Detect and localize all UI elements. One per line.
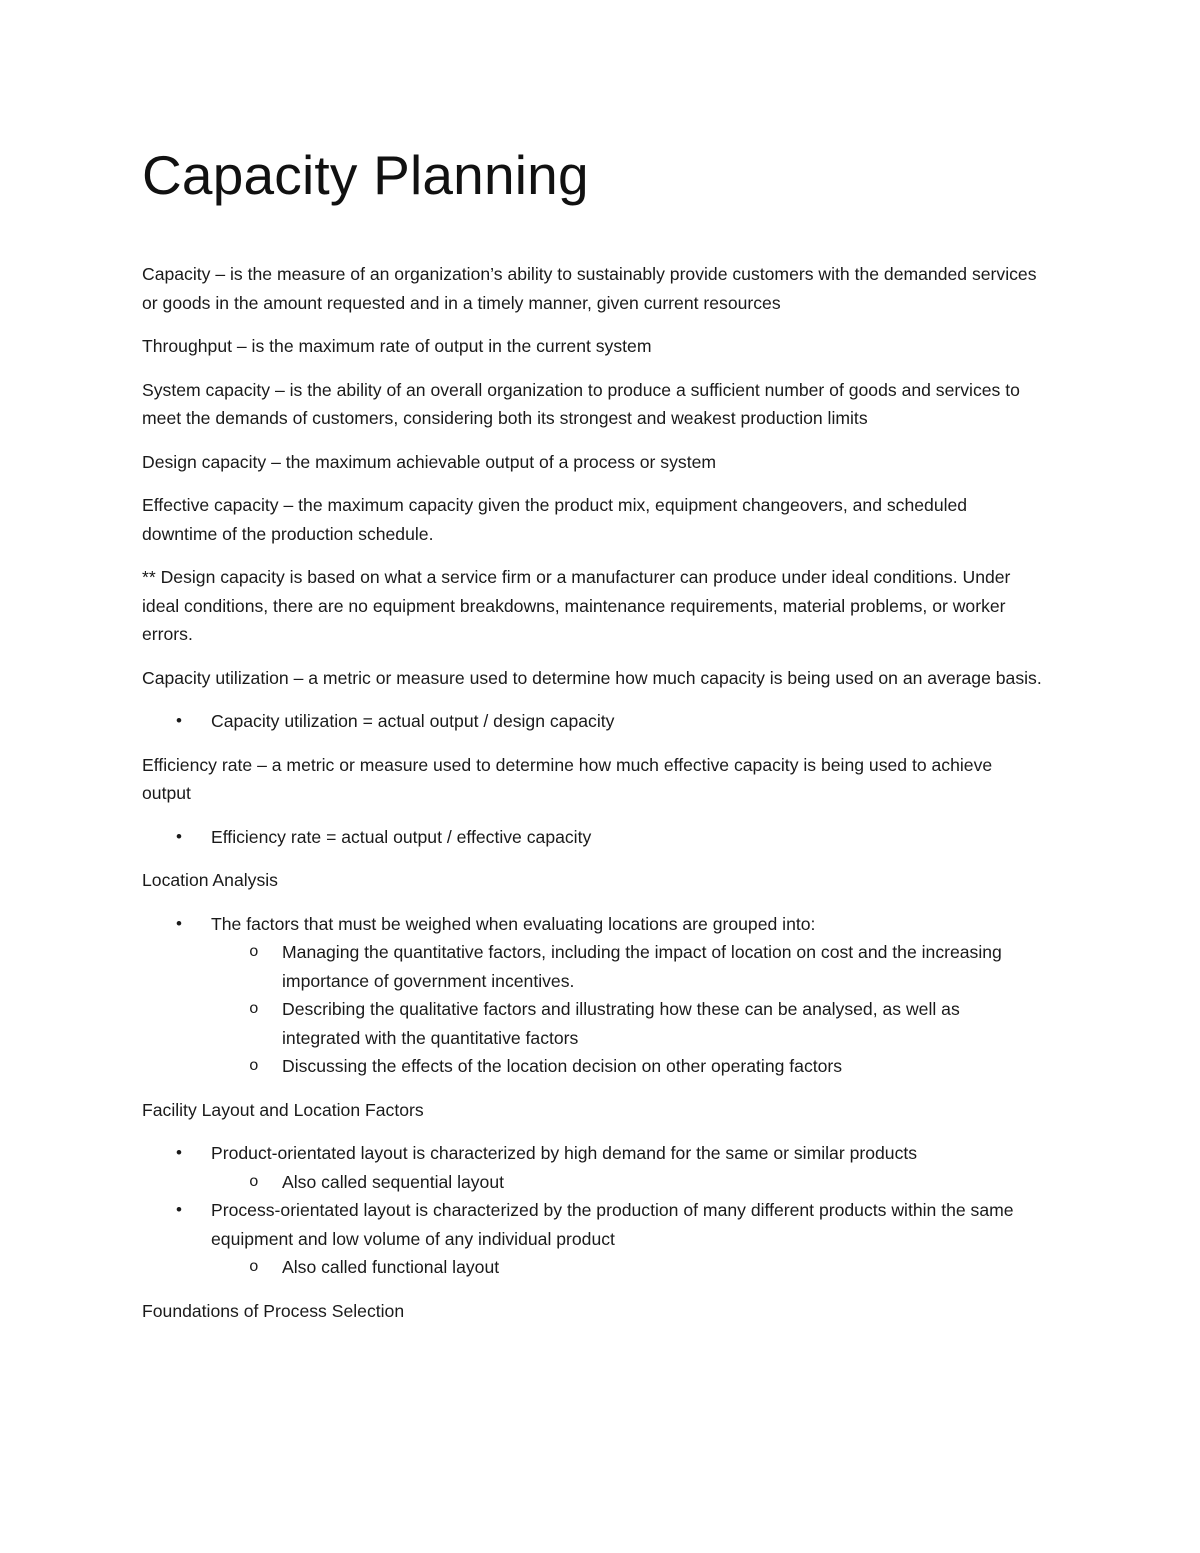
bullet-text: Capacity utilization = actual output / design capacity: [211, 711, 615, 731]
document-blocks: [142, 260, 1042, 1325]
sub-bullet-item: [142, 995, 1042, 1052]
bullet-icon: •: [176, 913, 182, 933]
bullet-text: Product-orientated layout is characterized by high demand for the same or similar products: [211, 1143, 918, 1163]
hollow-bullet-icon: o: [249, 1057, 259, 1075]
paragraph: Design capacity – the maximum achievable output of a process or system: [142, 451, 717, 472]
paragraph: Throughput – is the maximum rate of output in the current system: [142, 336, 652, 356]
sub-bullet-item: [142, 938, 1042, 995]
sub-bullet-list: [142, 938, 1042, 1081]
paragraph: Capacity – is the measure of an organization’s ability to sustainably provide customers with the demanded services or goods in the amount requested and in a timely manner, given current resources: [142, 264, 1037, 313]
bullet-item: [142, 910, 1042, 1081]
bullet-list: [142, 910, 1042, 1081]
bullet-text: Efficiency rate = actual output / effective capacity: [211, 826, 592, 847]
paragraph: Capacity utilization – a metric or measure used to determine how much capacity is being used on an average basis.: [142, 667, 1042, 688]
paragraph: System capacity – is the ability of an overall organization to produce a sufficient number of goods and services to meet the demands of customers, considering both its strongest and weakest production limits: [142, 379, 1020, 428]
bullet-list: [142, 823, 1042, 852]
paragraph: Location Analysis: [142, 870, 278, 890]
bullet-list: [142, 707, 1042, 736]
sub-bullet-text: Describing the qualitative factors and illustrating how these can be analysed, as well as integrated with the quantitative factors: [282, 999, 960, 1048]
bullet-icon: •: [176, 1200, 182, 1219]
bullet-text: The factors that must be weighed when evaluating locations are grouped into:: [211, 913, 816, 934]
paragraph: ** Design capacity is based on what a service firm or a manufacturer can produce under ideal conditions. Under ideal conditions, there are no equipment breakdowns, maintenance requirements, material problems, or worker errors.: [142, 567, 1011, 644]
hollow-bullet-icon: o: [249, 943, 259, 961]
bullet-list: [142, 1139, 1042, 1282]
sub-bullet-text: Also called functional layout: [282, 1257, 500, 1277]
bullet-text: Process-orientated layout is characterized by the production of many different products within the same equipment and low volume of any individual product: [211, 1200, 1014, 1249]
bullet-icon: •: [176, 1143, 182, 1162]
sub-bullet-item: [142, 1253, 1042, 1282]
sub-bullet-text: Also called sequential layout: [282, 1171, 505, 1192]
hollow-bullet-icon: o: [249, 1172, 259, 1191]
hollow-bullet-icon: o: [249, 1258, 259, 1276]
bullet-icon: •: [176, 711, 182, 730]
sub-bullet-item: [142, 1052, 1042, 1081]
bullet-item: [142, 1139, 1042, 1196]
bullet-icon: •: [176, 826, 182, 846]
sub-bullet-text: Discussing the effects of the location decision on other operating factors: [282, 1056, 843, 1076]
bullet-item: [142, 707, 1042, 736]
sub-bullet-list: [142, 1253, 1042, 1282]
bullet-item: [142, 1196, 1042, 1282]
bullet-item: [142, 823, 1042, 852]
hollow-bullet-icon: o: [249, 1000, 259, 1018]
document-title: Capacity Planning: [142, 144, 589, 206]
sub-bullet-list: [142, 1168, 1042, 1197]
paragraph: Facility Layout and Location Factors: [142, 1099, 424, 1120]
paragraph: Efficiency rate – a metric or measure used to determine how much effective capacity is being used to achieve output: [142, 754, 993, 803]
sub-bullet-text: Managing the quantitative factors, including the impact of location on cost and the increasing importance of government incentives.: [282, 942, 1002, 991]
sub-bullet-item: [142, 1168, 1042, 1197]
paragraph: Foundations of Process Selection: [142, 1300, 405, 1321]
paragraph: Effective capacity – the maximum capacity given the product mix, equipment changeovers, and scheduled downtime of the production schedule.: [142, 495, 968, 544]
document-body: [142, 138, 1042, 1340]
